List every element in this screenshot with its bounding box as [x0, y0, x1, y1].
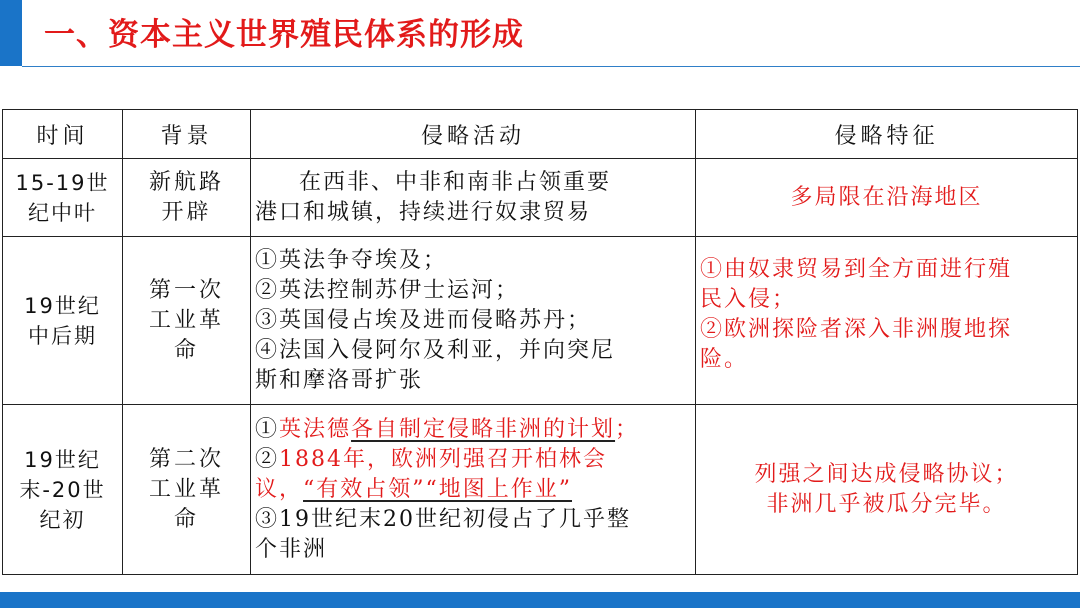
header-feature: 侵略特征	[696, 110, 1078, 159]
period-line: 纪中叶	[28, 200, 97, 225]
background-line: 第二次	[148, 446, 224, 472]
activity-line: 个非洲	[255, 536, 328, 562]
period-line: 19世纪	[24, 447, 101, 472]
period-cell	[3, 159, 123, 237]
activity-line: 港口和城镇，持续进行奴隶贸易	[255, 199, 592, 225]
activity-punct: ；	[615, 416, 640, 442]
period-line: 末-20世	[19, 477, 106, 502]
table-header-row	[3, 110, 1078, 159]
period-line: 中后期	[28, 323, 97, 348]
activity-line	[255, 445, 691, 475]
activity-cell	[251, 405, 696, 575]
period-cell	[3, 405, 123, 575]
feature-line: ①由奴隶贸易到全方面进行殖	[700, 257, 1013, 282]
activity-line: 在西非、中非和南非占领重要	[299, 169, 612, 195]
period-cell	[3, 237, 123, 405]
feature-cell	[696, 405, 1078, 575]
footer-bar	[0, 592, 1080, 608]
feature-line: 险。	[700, 347, 749, 372]
background-line: 新航路	[148, 169, 224, 195]
activity-line: ④法国入侵阿尔及利亚，并向突尼	[255, 337, 616, 363]
background-line: 工业革	[148, 307, 224, 333]
table-row	[3, 159, 1078, 237]
activity-line: ①英法争夺埃及；	[255, 247, 448, 273]
activity-highlight: 英法德	[279, 416, 352, 442]
activity-cell	[251, 237, 696, 405]
activity-line	[255, 475, 691, 505]
background-line: 开辟	[161, 199, 212, 225]
activity-highlight: 议，	[255, 476, 304, 502]
feature-line: 列强之间达成侵略协议；	[754, 461, 1019, 487]
title-accent-bar	[0, 0, 22, 66]
activity-number: ①	[255, 416, 280, 442]
activity-line: ③英国侵占埃及进而侵略苏丹；	[255, 307, 592, 333]
background-cell	[123, 237, 251, 405]
background-line: 工业革	[148, 476, 224, 502]
header-background: 背景	[123, 110, 251, 159]
period-line: 19世纪	[24, 293, 101, 318]
activity-underlined: 各自制定侵略非洲的计划	[351, 416, 616, 442]
activity-line	[255, 415, 691, 445]
activity-number: ②	[255, 446, 280, 472]
feature-line: 非洲几乎被瓜分完毕。	[766, 491, 1007, 517]
activity-line: 斯和摩洛哥扩张	[255, 367, 424, 393]
background-line: 第一次	[148, 277, 224, 303]
title-divider	[22, 66, 1080, 67]
background-line: 命	[173, 337, 199, 363]
background-cell	[123, 405, 251, 575]
feature-cell: 多局限在沿海地区	[696, 159, 1078, 237]
activity-highlight: 1884年，欧洲列强召开柏林会	[279, 446, 608, 472]
feature-line: ②欧洲探险者深入非洲腹地探	[700, 317, 1013, 342]
header-activity: 侵略活动	[251, 110, 696, 159]
period-line: 15-19世	[15, 170, 110, 195]
history-table	[2, 109, 1078, 575]
activity-underlined: “有效占领”“地图上作业”	[303, 476, 573, 502]
background-line: 命	[173, 506, 199, 532]
feature-line: 民入侵；	[700, 287, 797, 312]
period-line: 纪初	[39, 507, 86, 532]
activity-line: ③19世纪末20世纪初侵占了几乎整	[255, 506, 631, 532]
table-row	[3, 405, 1078, 575]
background-cell	[123, 159, 251, 237]
feature-cell	[696, 237, 1078, 405]
slide-title: 一、资本主义世界殖民体系的形成	[44, 17, 524, 53]
header-time: 时间	[3, 110, 123, 159]
activity-line: ②英法控制苏伊士运河；	[255, 277, 520, 303]
activity-cell	[251, 159, 696, 237]
table-row	[3, 237, 1078, 405]
